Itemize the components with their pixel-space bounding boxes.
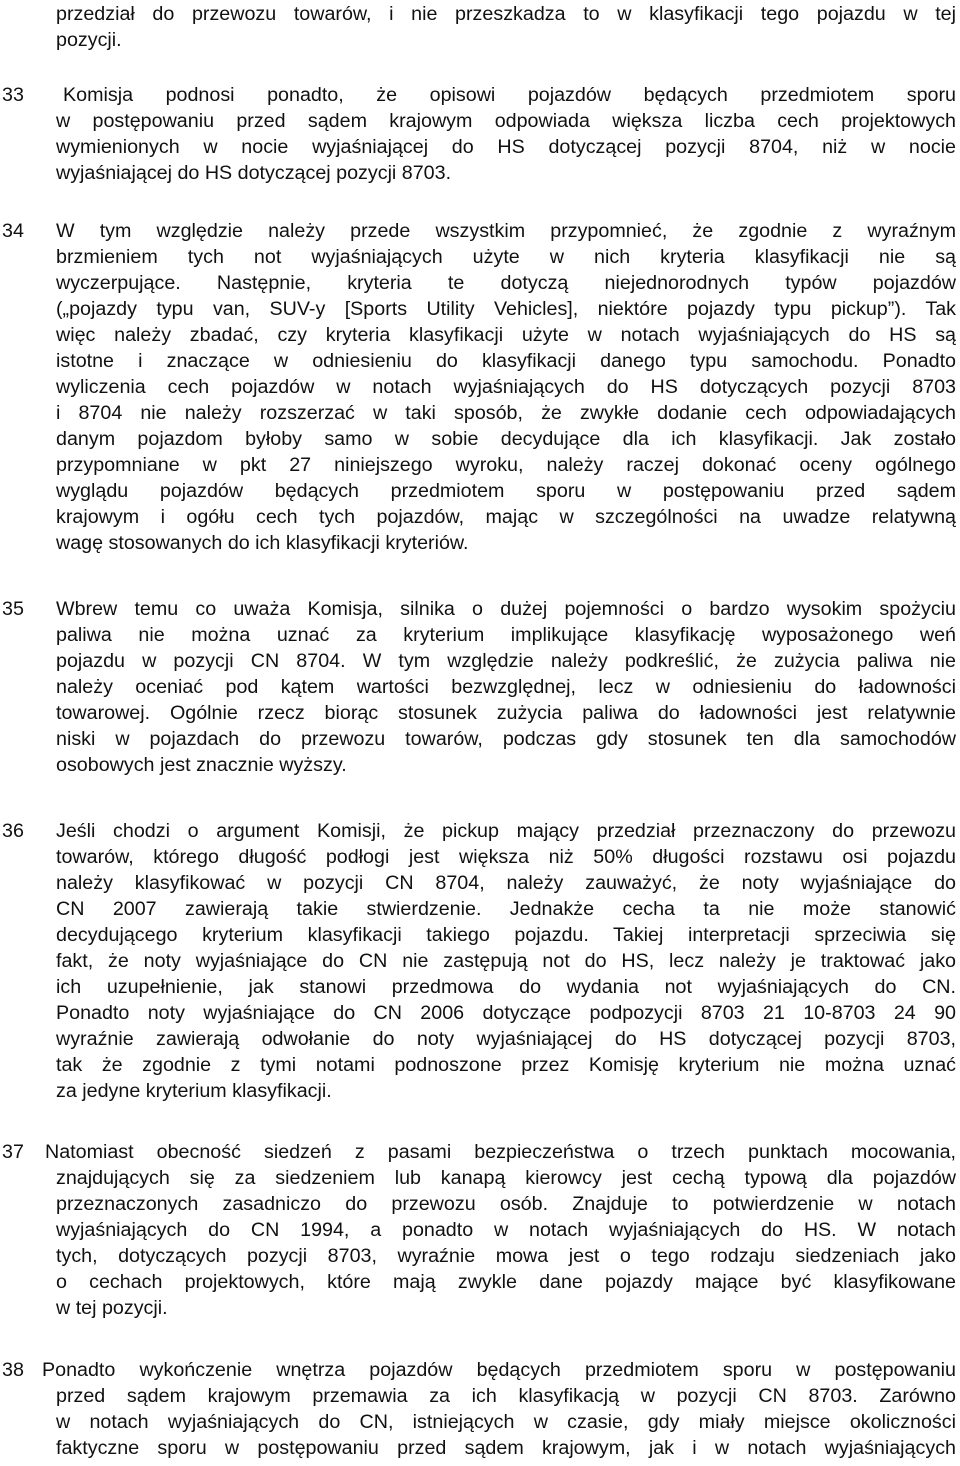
text-line: Ponadto wykończenie wnętrza pojazdów będących przedmiotem sporu w postępowaniu — [42, 1359, 956, 1381]
text-line: Komisja podnosi ponadto, że opisowi pojazdów będących przedmiotem sporu — [63, 84, 956, 106]
text-line: pojazdu w pozycji CN 8704. W tym względzie należy podkreślić, że zużycia paliwa nie — [56, 650, 956, 672]
text-line: pozycji. — [56, 29, 122, 51]
text-line: towarów, którego długość podłogi jest większa niż 50% długości rozstawu osi pojazdu — [56, 846, 956, 868]
paragraph-number: 34 — [2, 220, 24, 242]
text-line: CN 2007 zawierają takie stwierdzenie. Jednakże cecha ta nie może stanowić — [56, 898, 956, 920]
text-line: w tej pozycji. — [56, 1297, 168, 1319]
text-line: należy oceniać pod kątem wartości bezwzględnej, lecz w odniesieniu do ładowności — [56, 676, 956, 698]
text-line: ich uzupełnienie, jak stanowi przedmowa do wydania not wyjaśniających do CN. — [56, 976, 956, 998]
text-line: przedział do przewozu towarów, i nie przeszkadza to w klasyfikacji tego pojazdu w tej — [56, 3, 956, 25]
text-line: Ponadto noty wyjaśniające do CN 2006 dotyczące podpozycji 8703 21 10-8703 24 90 — [56, 1002, 956, 1024]
text-line: znajdujących się za siedzeniem lub kanapą kierowcy jest cechą typową dla pojazdów — [56, 1167, 956, 1189]
text-line: paliwa nie można uznać za kryterium implikujące klasyfikację wyposażonego weń — [56, 624, 956, 646]
paragraph-number: 38 — [2, 1359, 24, 1381]
text-line: krajowym i ogółu cech tych pojazdów, mając w szczególności na uwadze relatywną — [56, 506, 956, 528]
paragraph-number: 33 — [2, 84, 24, 106]
text-line: przed sądem krajowym przemawia za ich klasyfikacją w pozycji CN 8703. Zarówno — [56, 1385, 956, 1407]
text-line: danym pojazdom byłoby samo w sobie decydujące dla ich klasyfikacji. Jak zostało — [56, 428, 956, 450]
text-line: niski w pojazdach do przewozu towarów, podczas gdy stosunek ten dla samochodów — [56, 728, 956, 750]
text-line: wyczerpujące. Następnie, kryteria te dotyczą niejednorodnych typów pojazdów — [56, 272, 956, 294]
text-line: więc należy zbadać, czy kryteria klasyfikacji użyte w notach wyjaśniających do HS są — [56, 324, 956, 346]
text-line: wyjaśniającej do HS dotyczącej pozycji 8703. — [56, 162, 452, 184]
text-line: w postępowaniu przed sądem krajowym odpowiada większa liczba cech projektowych — [56, 110, 956, 132]
text-line: przypomniane w pkt 27 niniejszego wyroku, należy raczej dokonać oceny ogólnego — [56, 454, 956, 476]
text-line: fakt, że noty wyjaśniające do CN nie zastępują not do HS, lecz należy je traktować jako — [56, 950, 956, 972]
text-line: przeznaczonych zasadniczo do przewozu osób. Znajduje to potwierdzenie w notach — [56, 1193, 956, 1215]
text-line: towarowej. Ogólnie rzecz biorąc stosunek zużycia paliwa do ładowności jest relatywnie — [56, 702, 956, 724]
paragraph-number: 35 — [2, 598, 24, 620]
text-line: tych, dotyczących pozycji 8703, wyraźnie mowa jest o tego rodzaju siedzeniach jako — [56, 1245, 956, 1267]
text-line: decydującego kryterium klasyfikacji takiego pojazdu. Takiej interpretacji sprzeciwia się — [56, 924, 956, 946]
text-line: wyglądu pojazdów będących przedmiotem sporu w postępowaniu przed sądem — [56, 480, 956, 502]
text-line: istotne i znaczące w odniesieniu do klasyfikacji danego typu samochodu. Ponadto — [56, 350, 956, 372]
paragraph-number: 37 — [2, 1141, 24, 1163]
text-line: Natomiast obecność siedzeń z pasami bezpieczeństwa o trzech punktach mocowania, — [45, 1141, 956, 1163]
text-line: wyraźnie zawierają odwołanie do noty wyjaśniającej do HS dotyczącej pozycji 8703, — [56, 1028, 956, 1050]
text-line: o cechach projektowych, które mają zwykle dane pojazdy mające być klasyfikowane — [56, 1271, 956, 1293]
text-line: W tym względzie należy przede wszystkim przypomnieć, że zgodnie z wyraźnym — [56, 220, 956, 242]
text-line: osobowych jest znacznie wyższy. — [56, 754, 347, 776]
text-line: wyjaśniających do CN 1994, a ponadto w notach wyjaśniających do HS. W notach — [56, 1219, 956, 1241]
text-line: należy klasyfikować w pozycji CN 8704, należy zauważyć, że noty wyjaśniające do — [56, 872, 956, 894]
text-line: w notach wyjaśniających do CN, istniejących w czasie, gdy miały miejsce okoliczności — [56, 1411, 956, 1433]
text-line: i 8704 nie należy rozszerzać w taki sposób, że zwykłe dodanie cech odpowiadających — [56, 402, 956, 424]
text-line: tak że zgodnie z tymi notami podnoszone przez Komisję kryterium nie można uznać — [56, 1054, 956, 1076]
text-line: wyliczenia cech pojazdów w notach wyjaśniających do HS dotyczących pozycji 8703 — [56, 376, 956, 398]
text-line: Wbrew temu co uważa Komisja, silnika o dużej pojemności o bardzo wysokim spożyciu — [56, 598, 956, 620]
text-line: wagę stosowanych do ich klasyfikacji kryteriów. — [56, 532, 469, 554]
text-line: brzmieniem tych not wyjaśniających użyte w nich kryteria klasyfikacji nie są — [56, 246, 956, 268]
text-line: wymienionych w nocie wyjaśniającej do HS dotyczącej pozycji 8704, niż w nocie — [56, 136, 956, 158]
text-line: („pojazdy typu van, SUV-y [Sports Utility Vehicles], niektóre pojazdy typu pickup”). Tak — [56, 298, 956, 320]
text-line: faktyczne sporu w postępowaniu przed sądem krajowym, jak i w notach wyjaśniających — [56, 1437, 956, 1459]
paragraph-number: 36 — [2, 820, 24, 842]
text-line: za jedyne kryterium klasyfikacji. — [56, 1080, 332, 1102]
text-line: Jeśli chodzi o argument Komisji, że pickup mający przedział przeznaczony do przewozu — [56, 820, 956, 842]
